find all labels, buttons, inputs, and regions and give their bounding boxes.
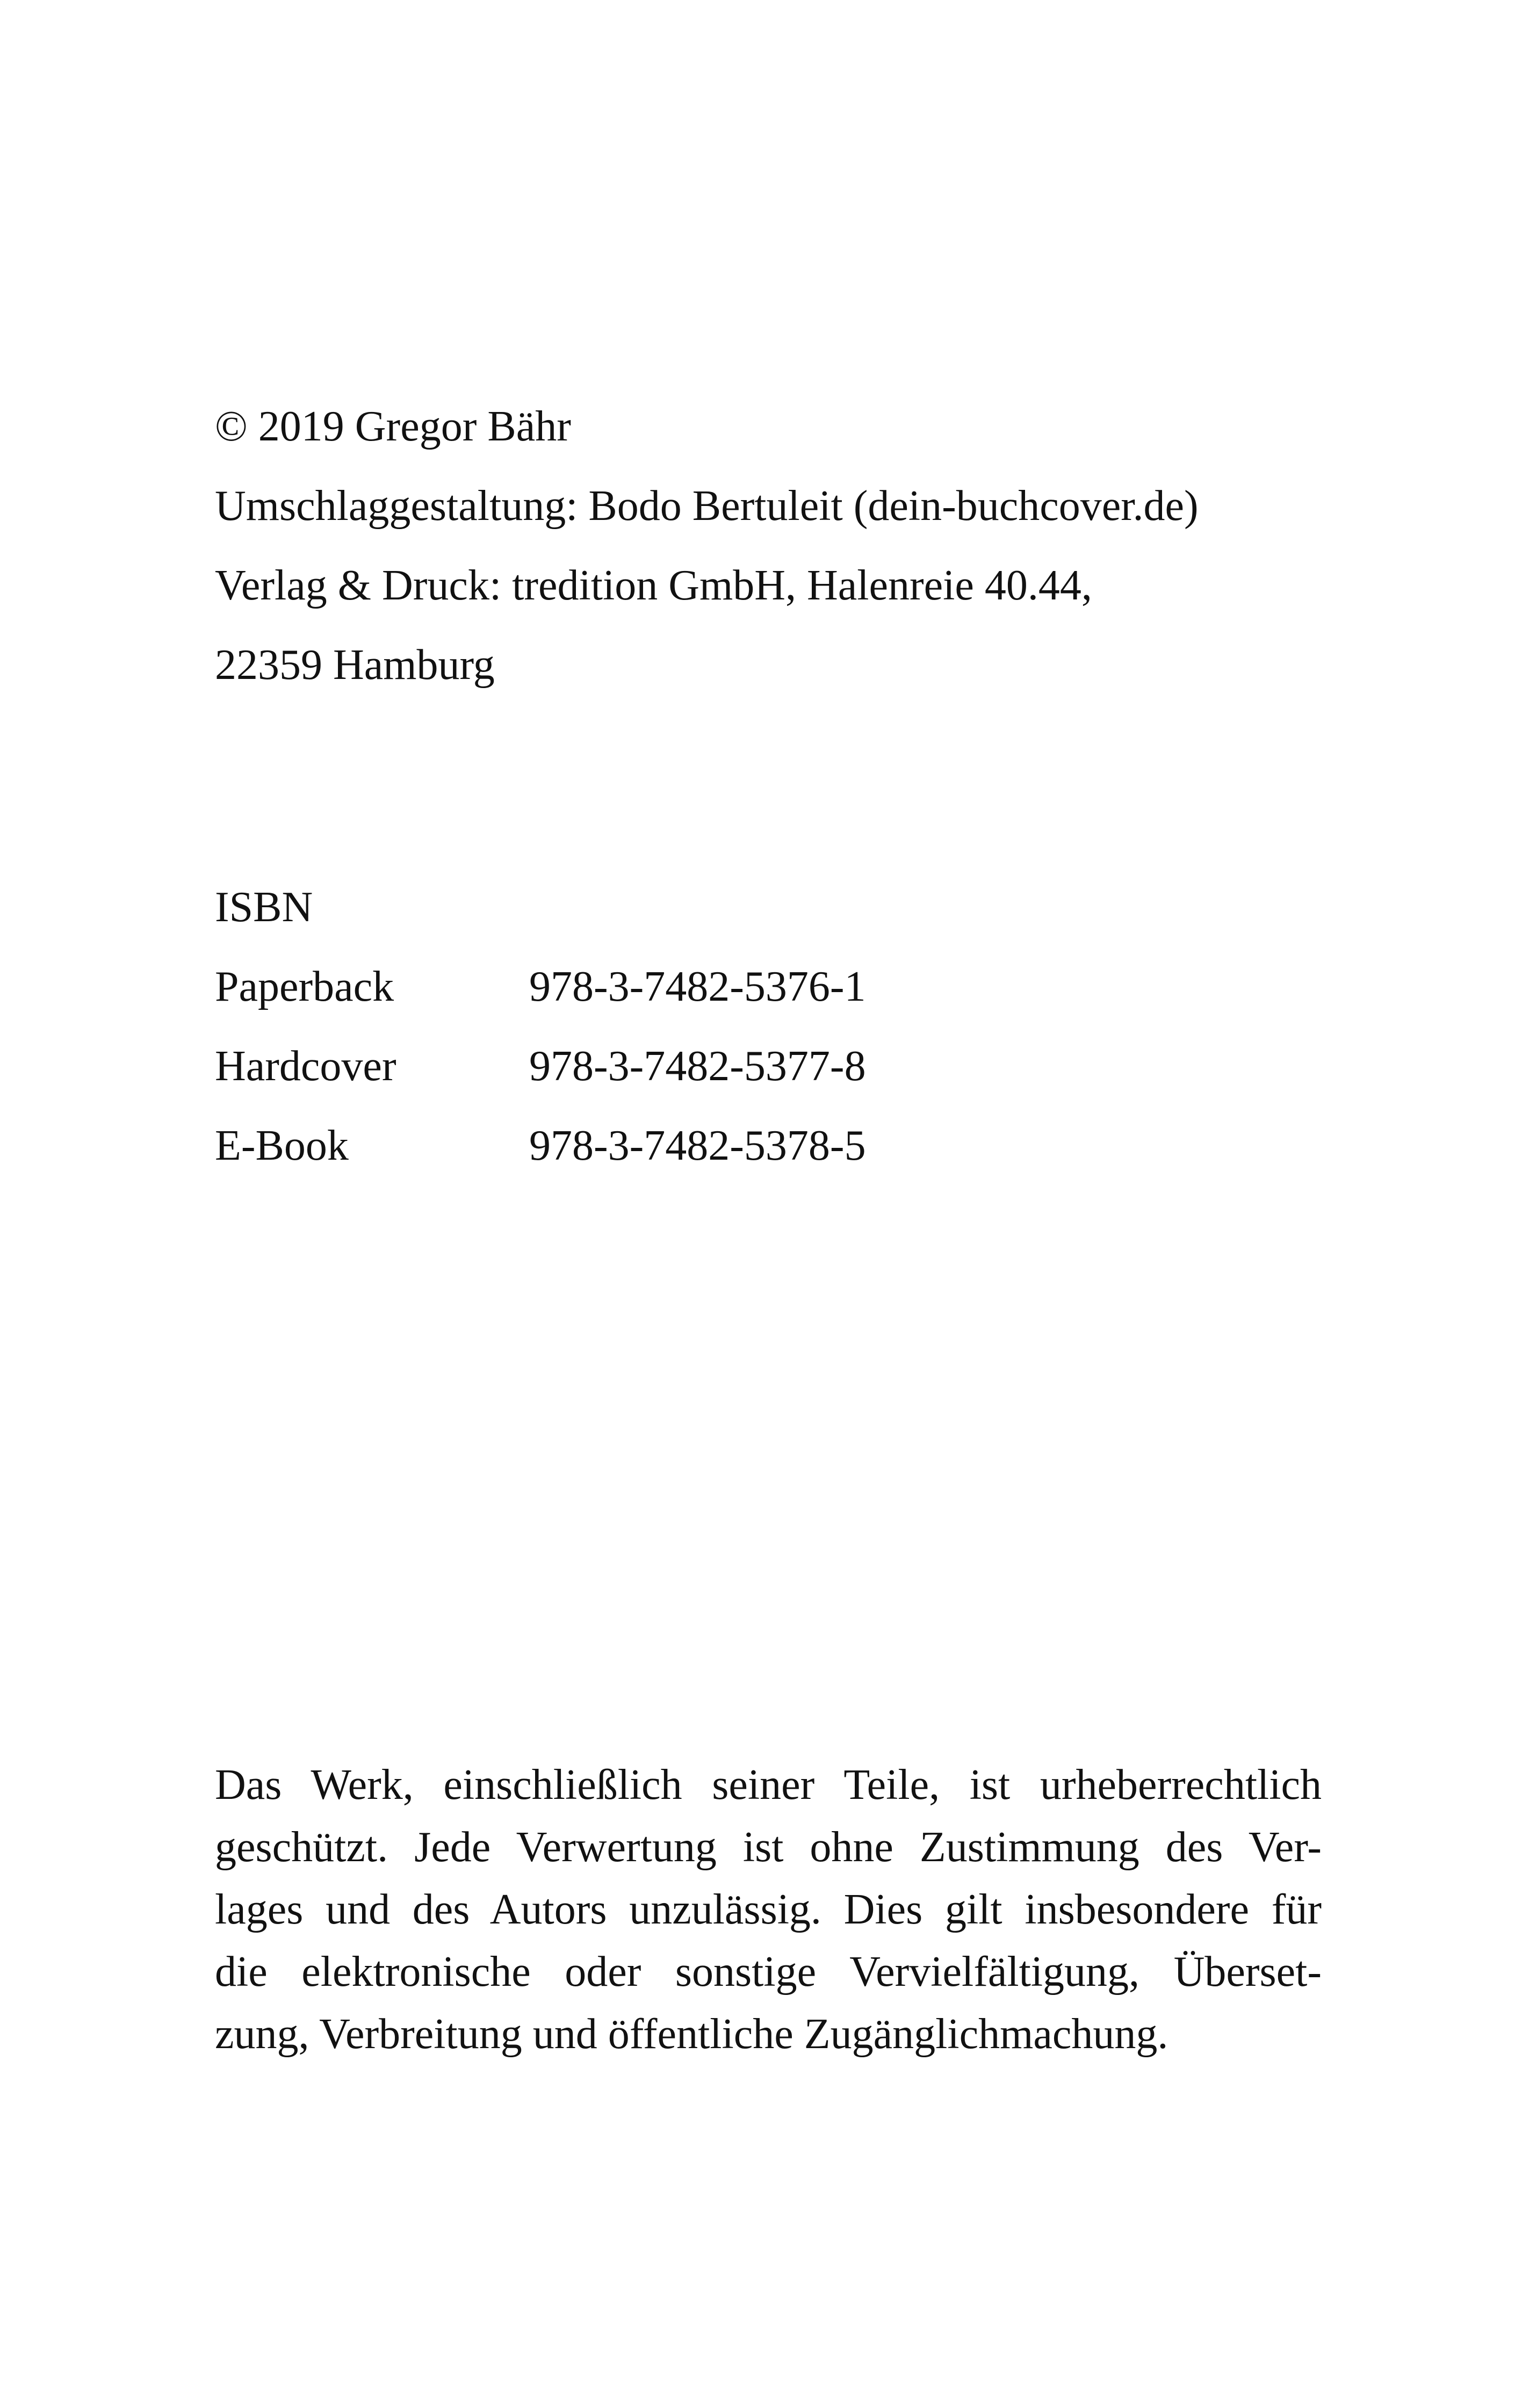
isbn-number: 978-3-7482-5378-5 xyxy=(529,1122,866,1169)
isbn-format: E-Book xyxy=(215,1122,349,1169)
city-line: 22359 Hamburg xyxy=(215,641,495,689)
isbn-block xyxy=(215,867,866,1185)
rights-line: zung, Verbreitung und öffentliche Zugänglichmachung. xyxy=(215,2011,1168,2058)
rights-notice xyxy=(215,1754,1322,2065)
rights-line: lages und des Autors unzulässig. Dies gilt insbesondere für xyxy=(215,1886,1322,1933)
isbn-row-ebook xyxy=(215,1106,866,1185)
cover-design-line: Umschlaggestaltung: Bodo Bertuleit (dein-buchcover.de) xyxy=(215,482,1199,530)
publisher-line: Verlag & Druck: tredition GmbH, Halenreie 40.44, xyxy=(215,562,1092,609)
rights-line: Das Werk, einschließlich seiner Teile, ist urheberrechtlich xyxy=(215,1761,1322,1809)
isbn-row-hardcover xyxy=(215,1026,866,1106)
isbn-number: 978-3-7482-5377-8 xyxy=(529,1043,866,1090)
isbn-format: Paperback xyxy=(215,963,394,1010)
isbn-heading: ISBN xyxy=(215,884,313,931)
rights-line: die elektronische oder sonstige Vervielfältigung, Überset- xyxy=(215,1948,1322,1995)
imprint-block xyxy=(215,387,1199,705)
isbn-format: Hardcover xyxy=(215,1043,396,1090)
copyright-line: © 2019 Gregor Bähr xyxy=(215,403,571,450)
isbn-row-paperback xyxy=(215,947,866,1026)
isbn-number: 978-3-7482-5376-1 xyxy=(529,963,866,1010)
rights-line: geschützt. Jede Verwertung ist ohne Zustimmung des Ver- xyxy=(215,1824,1322,1871)
